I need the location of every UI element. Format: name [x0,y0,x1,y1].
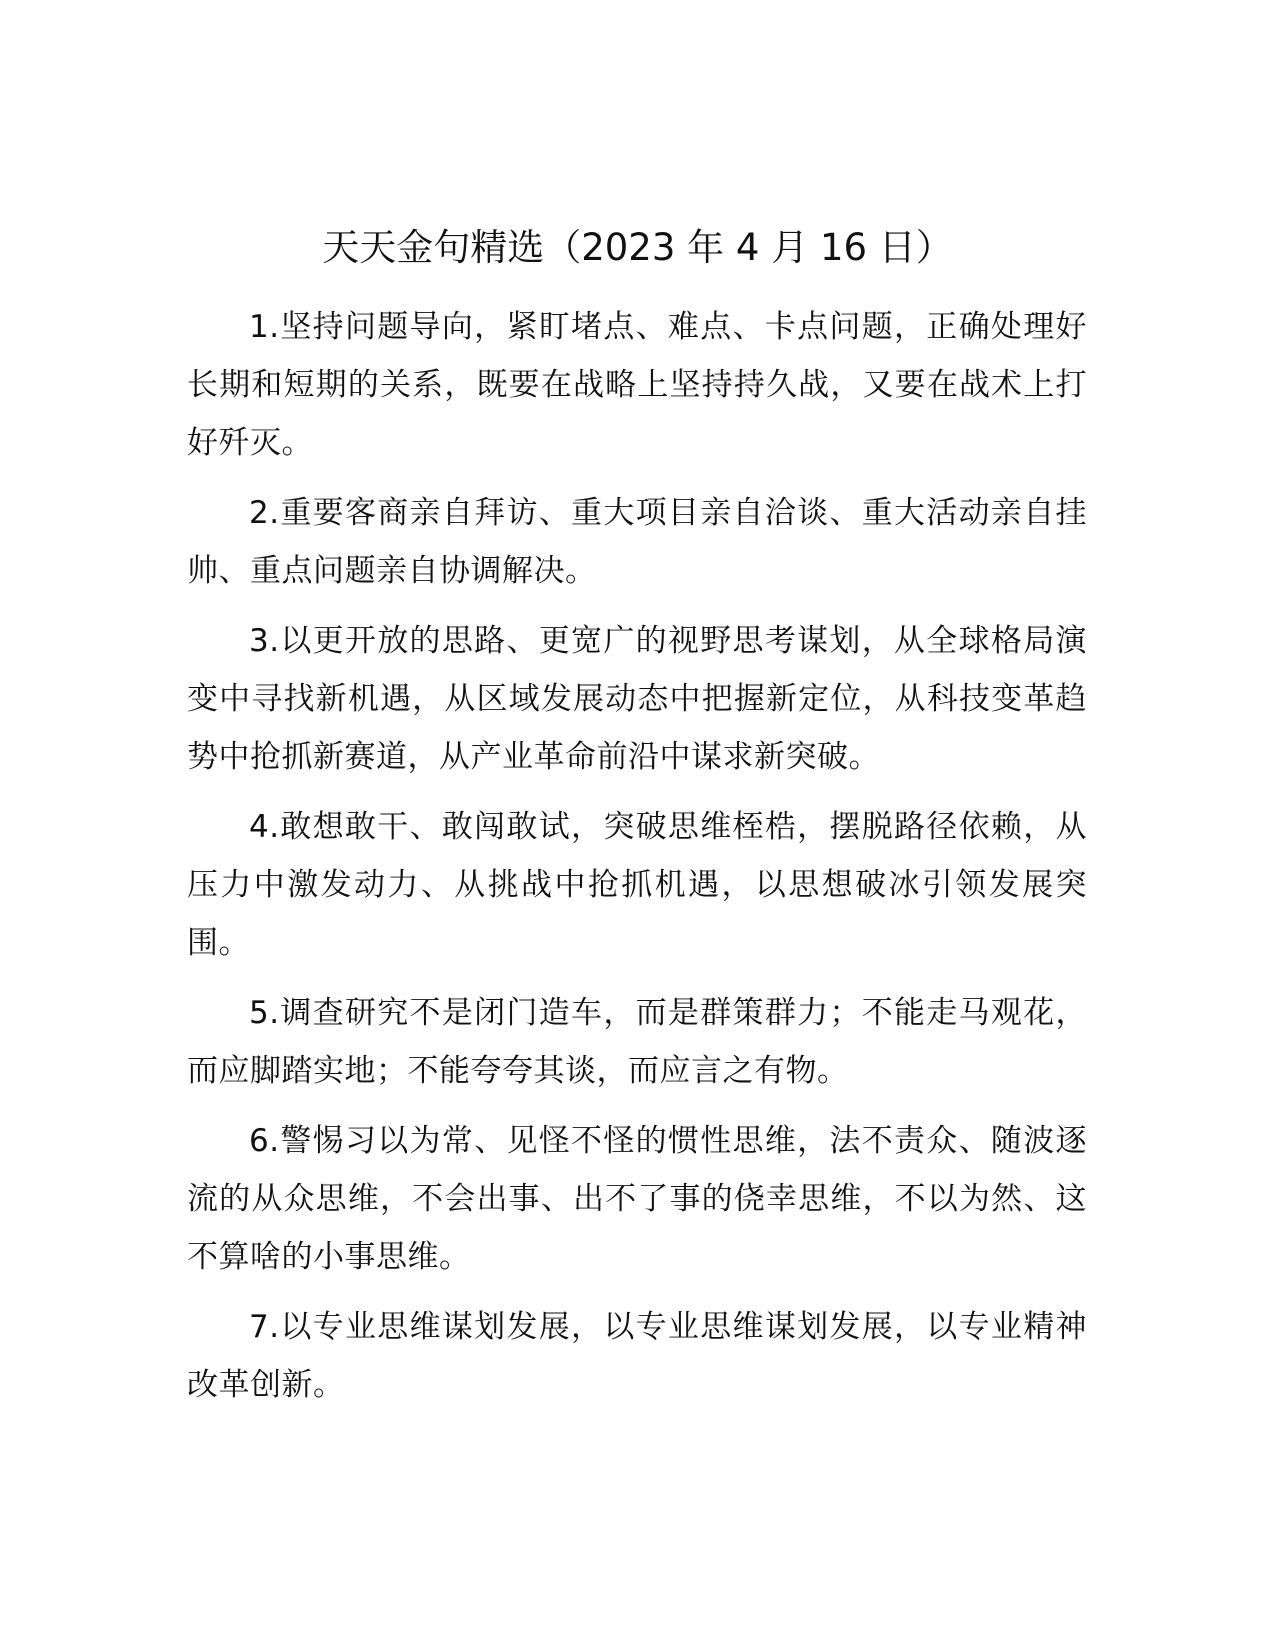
paragraph-4: 4.敢想敢干、敢闯敢试，突破思维桎梏，摆脱路径依赖，从压力中激发动力、从挑战中抢抓机遇，以思想破冰引领发展突围。 [187,809,1087,961]
document-title: 天天金句精选（2023 年 4 月 16 日） [322,226,953,269]
paragraph-6: 6.警惕习以为常、见怪不怪的惯性思维，法不责众、随波逐流的从众思维，不会出事、出不了事的侥幸思维，不以为然、这不算啥的小事思维。 [187,1123,1087,1275]
paragraph-1: 1.坚持问题导向，紧盯堵点、难点、卡点问题，正确处理好长期和短期的关系，既要在战略上坚持持久战，又要在战术上打好歼灭。 [187,309,1087,461]
document-body [187,298,1087,1426]
paragraph-3: 3.以更开放的思路、更宽广的视野思考谋划，从全球格局演变中寻找新机遇，从区域发展动态中把握新定位，从科技变革趋势中抢抓新赛道，从产业革命前沿中谋求新突破。 [187,623,1087,775]
paragraph-5: 5.调查研究不是闭门造车，而是群策群力；不能走马观花，而应脚踏实地；不能夸夸其谈，而应言之有物。 [187,995,1087,1089]
paragraph-2: 2.重要客商亲自拜访、重大项目亲自洽谈、重大活动亲自挂帅、重点问题亲自协调解决。 [187,495,1087,589]
paragraph-7: 7.以专业思维谋划发展，以专业思维谋划发展，以专业精神改革创新。 [187,1309,1087,1403]
